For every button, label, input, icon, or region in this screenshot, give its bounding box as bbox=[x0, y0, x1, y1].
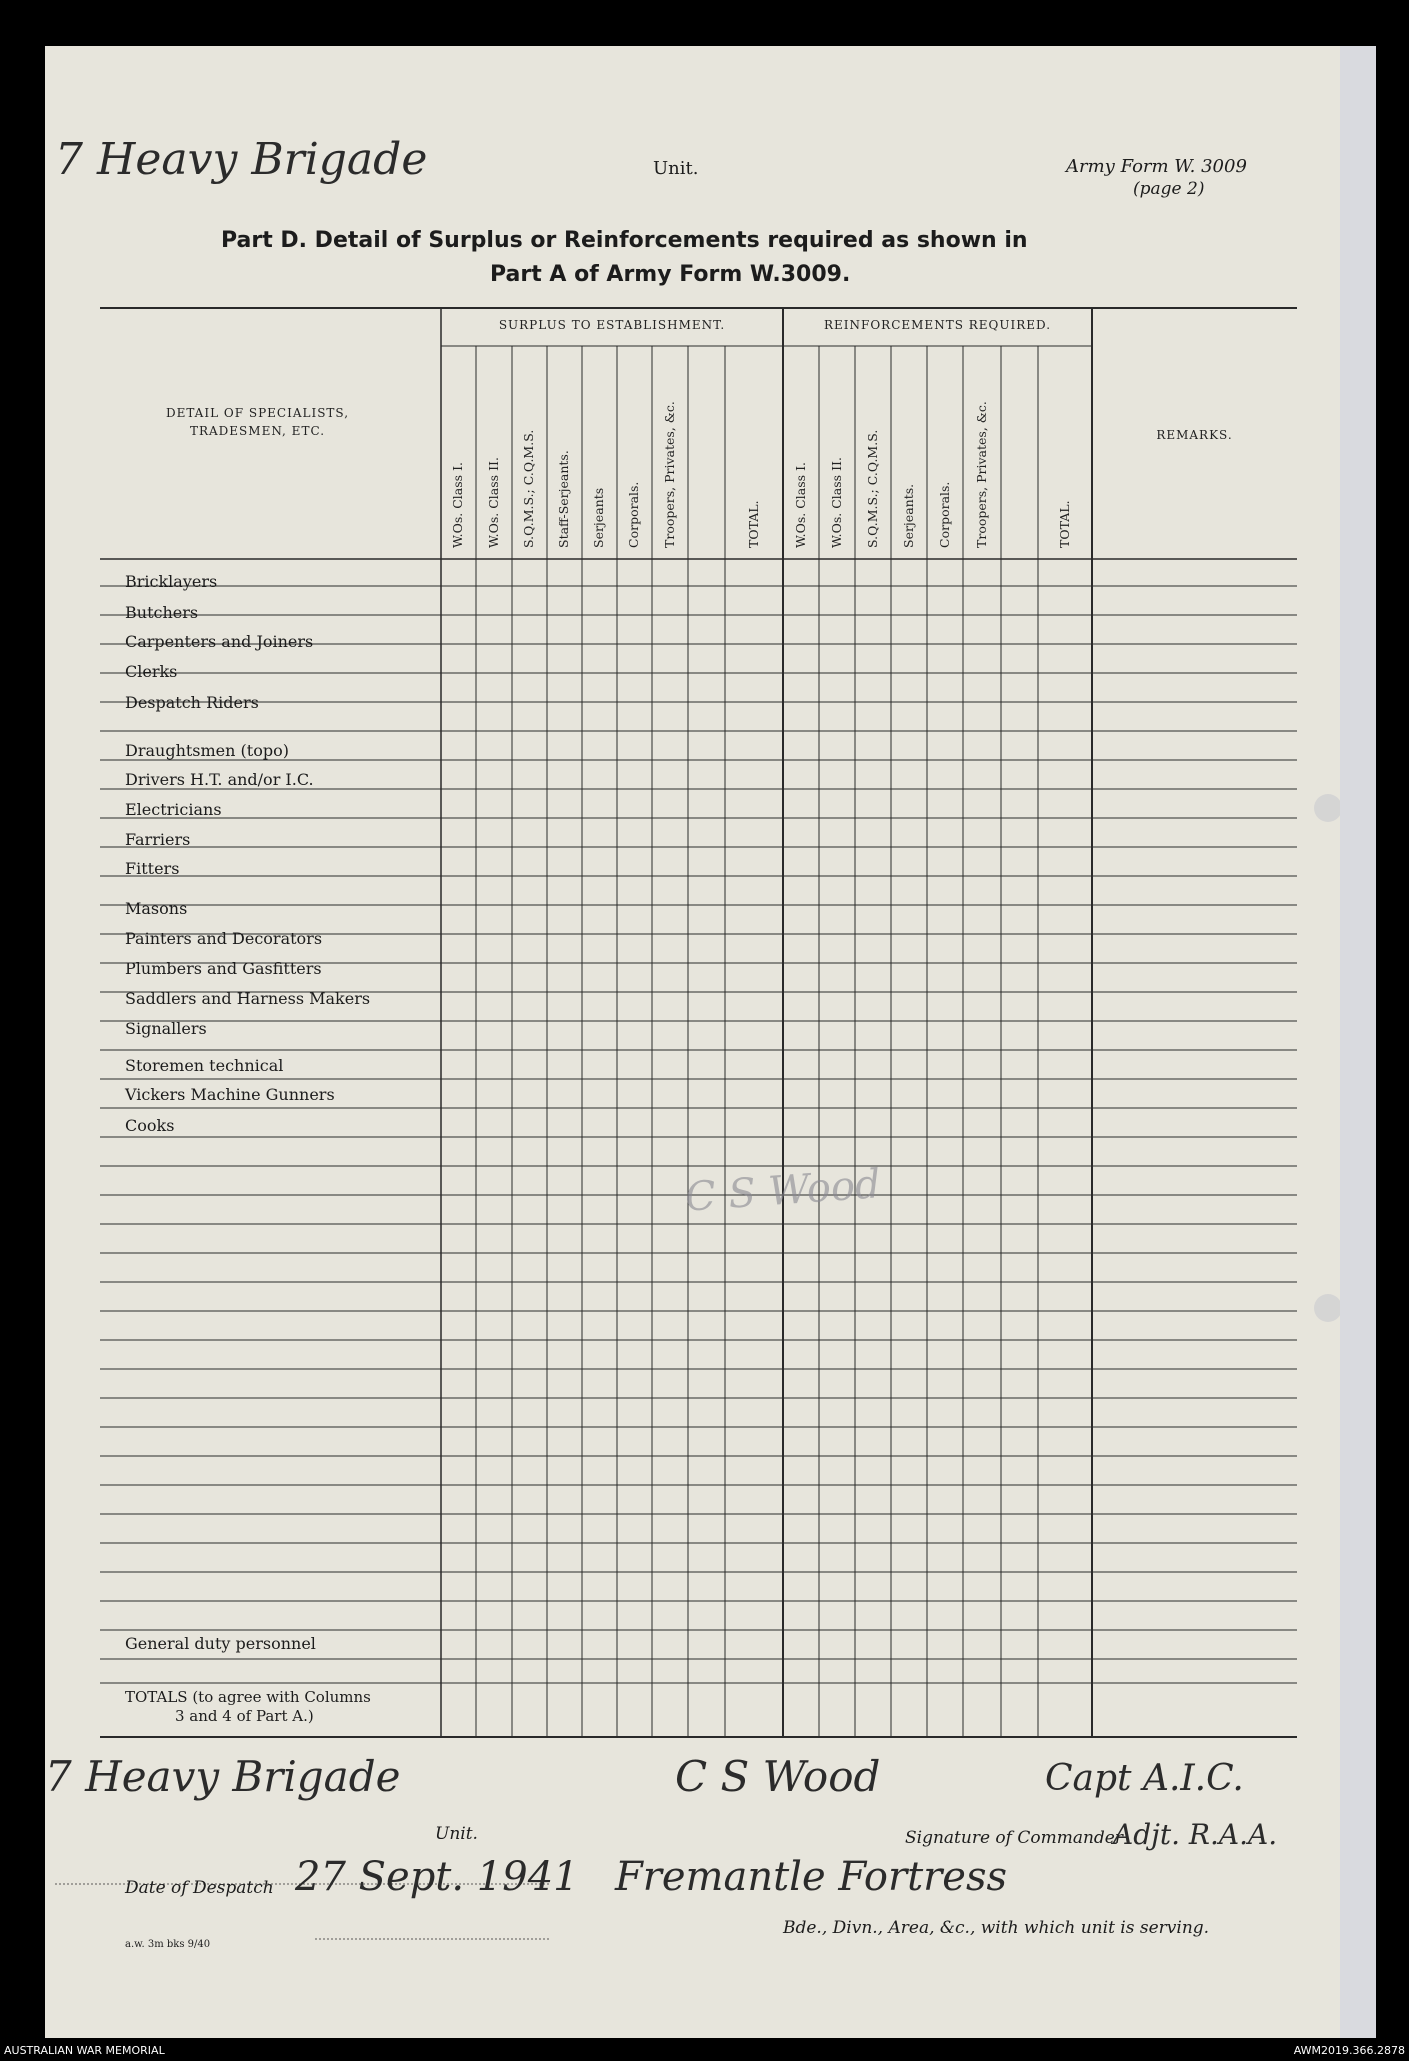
row-label: Butchers bbox=[125, 603, 199, 622]
general-duty-label: General duty personnel bbox=[125, 1634, 316, 1653]
commander-signature: C S Wood bbox=[675, 1752, 881, 1801]
column-header: TOTAL. bbox=[746, 500, 761, 548]
column-header: Troopers, Privates, &c. bbox=[974, 401, 989, 548]
row-label: Masons bbox=[125, 899, 188, 918]
totals-line-1: TOTALS (to agree with Columns bbox=[125, 1688, 371, 1706]
form-page: (page 2) bbox=[1133, 179, 1205, 199]
row-label: Bricklayers bbox=[125, 572, 218, 591]
row-label: Carpenters and Joiners bbox=[125, 632, 314, 651]
unit-label: Unit. bbox=[653, 158, 699, 179]
column-header: W.Os. Class II. bbox=[486, 457, 501, 548]
column-header: W.Os. Class I. bbox=[793, 462, 808, 548]
row-label: Electricians bbox=[125, 800, 222, 819]
surplus-header: SURPLUS TO ESTABLISHMENT. bbox=[498, 318, 726, 332]
signature-label: Signature of Commander bbox=[905, 1828, 1123, 1848]
adjt-handwritten: Adjt. R.A.A. bbox=[1113, 1818, 1278, 1851]
rank-handwritten: Capt A.I.C. bbox=[1045, 1758, 1244, 1799]
totals-line-2: 3 and 4 of Part A.) bbox=[175, 1707, 314, 1725]
credit-right: AWM2019.366.2878 bbox=[1293, 2044, 1405, 2057]
column-header: Serjeants bbox=[591, 487, 606, 548]
column-header: Troopers, Privates, &c. bbox=[662, 401, 677, 548]
credit-left: AUSTRALIAN WAR MEMORIAL bbox=[4, 2044, 165, 2057]
column-header: W.Os. Class II. bbox=[829, 457, 844, 548]
row-label: Storemen technical bbox=[125, 1056, 284, 1075]
column-header: Staff-Serjeants. bbox=[556, 450, 571, 548]
formation-handwritten: Fremantle Fortress bbox=[615, 1854, 1008, 1900]
column-header: Corporals. bbox=[937, 481, 952, 548]
detail-header: DETAIL OF SPECIALISTS, TRADESMEN, ETC. bbox=[165, 406, 350, 438]
row-label: Farriers bbox=[125, 830, 191, 849]
date-handwritten: 27 Sept. 1941 bbox=[295, 1854, 579, 1900]
form-name: Army Form W. 3009 bbox=[1066, 156, 1247, 177]
form-page bbox=[45, 46, 1340, 2038]
row-label: Despatch Riders bbox=[125, 693, 259, 712]
adjacent-page-edge bbox=[1340, 46, 1376, 2038]
reinforcements-header: REINFORCEMENTS REQUIRED. bbox=[823, 318, 1052, 332]
row-label: Fitters bbox=[125, 859, 180, 878]
formation-label: Bde., Divn., Area, &c., with which unit is serving. bbox=[783, 1918, 1210, 1938]
row-label: Clerks bbox=[125, 662, 178, 681]
print-code: a.w. 3m bks 9/40 bbox=[125, 1939, 211, 1950]
footer-unit-label: Unit. bbox=[435, 1824, 478, 1844]
footer-unit-handwritten: 7 Heavy Brigade bbox=[45, 1752, 401, 1801]
row-label: Drivers H.T. and/or I.C. bbox=[125, 770, 314, 789]
row-label: Vickers Machine Gunners bbox=[125, 1085, 335, 1104]
remarks-header: REMARKS. bbox=[1156, 428, 1233, 442]
column-header: Corporals. bbox=[626, 481, 641, 548]
column-header: S.Q.M.S.; C.Q.M.S. bbox=[521, 429, 536, 548]
row-label: Painters and Decorators bbox=[125, 929, 323, 948]
row-label: Draughtsmen (topo) bbox=[125, 741, 289, 760]
column-header: W.Os. Class I. bbox=[450, 462, 465, 548]
title-line-1: Part D. Detail of Surplus or Reinforcements required as shown in bbox=[221, 228, 1028, 253]
column-header: S.Q.M.S.; C.Q.M.S. bbox=[865, 429, 880, 548]
unit-handwritten: 7 Heavy Brigade bbox=[55, 134, 428, 185]
date-label: Date of Despatch bbox=[125, 1878, 274, 1898]
row-label: Plumbers and Gasfitters bbox=[125, 959, 322, 978]
title-line-2: Part A of Army Form W.3009. bbox=[490, 262, 851, 287]
row-label: Signallers bbox=[125, 1019, 207, 1038]
row-label: Cooks bbox=[125, 1116, 175, 1135]
row-label: Saddlers and Harness Makers bbox=[125, 989, 371, 1008]
column-header: Serjeants. bbox=[901, 483, 916, 548]
faint-signature-stamp: C S Wood bbox=[683, 1161, 882, 1221]
column-header: TOTAL. bbox=[1057, 500, 1072, 548]
table-grid bbox=[45, 46, 1340, 2038]
